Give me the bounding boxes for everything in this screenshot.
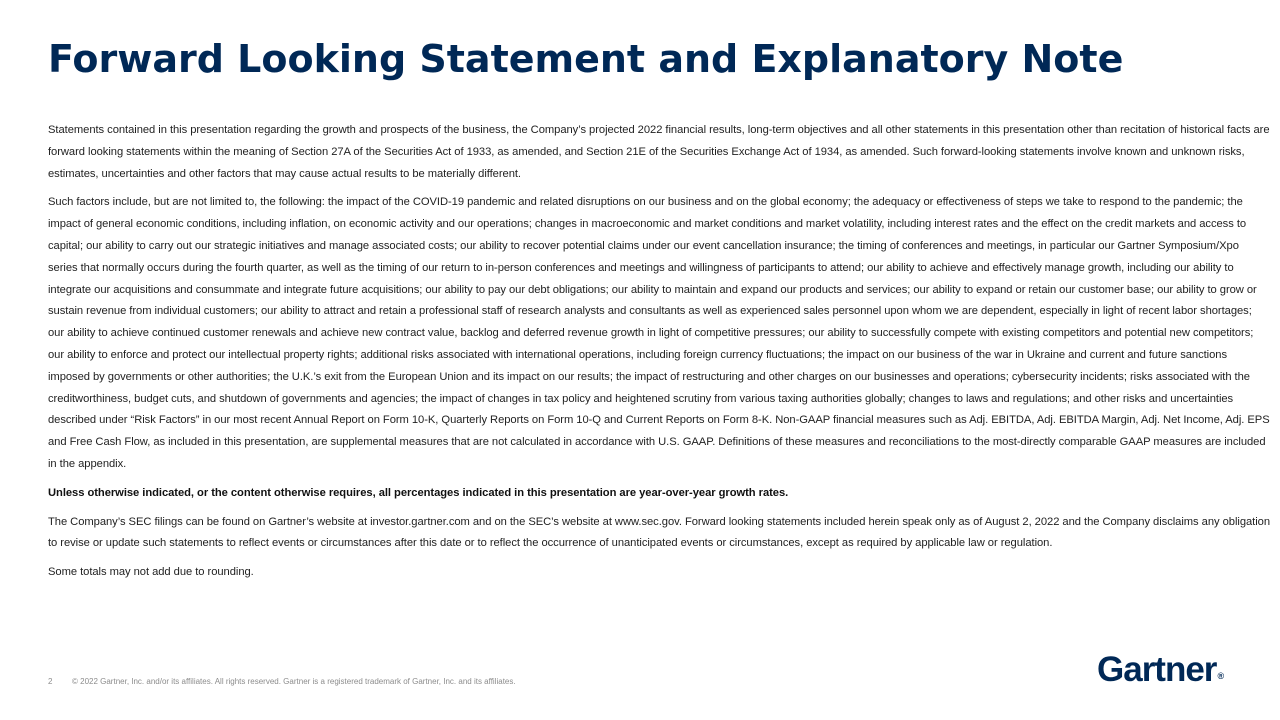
risk-factors-paragraph: Such factors include, but are not limited to, the following: the impact of the COVID-19 pandemic and related disruptions on our business and on the global economy; the adequacy or effectiveness of steps we take to respond to the pandemic; the impact of general economic conditions, including inflation, on economic activity and our operations; changes in macroeconomic and market conditions and market volatility, including interest rates and the effect on the credit markets and access to capital; our ability to carry out our strategic initiatives and manage associated costs; our ability to recover potential claims under our event cancellation insurance; the timing of conferences and meetings, in particular our Gartner Symposium/Xpo series that normally occurs during the fourth quarter, as well as the timing of our return to in-person conferences and meetings and willingness of participants to attend; our ability to achieve and effectively manage growth, including our ability to integrate our acquisitions and consummate and integrate future acquisitions; our ability to pay our debt obligations; our ability to maintain and expand our products and services; our ability to expand or retain our customer base; our ability to grow or sustain revenue from individual customers; our ability to attract and retain a professional staff of research analysts and consultants as well as experienced sales personnel upon whom we are dependent, especially in light of recent labor shortages; our ability to achieve continued customer renewals and achieve new contract value, backlog and deferred revenue growth in light of competitive pressures; our ability to successfully compete with existing competitors and potential new competitors; our ability to enforce and protect our intellectual property rights; additional risks associated with international operations, including foreign currency fluctuations; the impact on our business of the war in Ukraine and current and future sanctions imposed by governments or other authorities; the U.K.’s exit from the European Union and its impact on our results; the impact of restructuring and other charges on our businesses and operations; cybersecurity incidents; risks associated with the creditworthiness, budget cuts, and shutdown of governments and agencies; the impact of changes in tax policy and heightened scrutiny from various taxing authorities globally; changes to laws and regulations; and other risks and uncertainties described under “Risk Factors” in our most recent Annual Report on Form 10-K, Quarterly Reports on Form 10-Q and Current Reports on Form 8-K. Non-GAAP financial measures such as Adj. EBITDA, Adj. EBITDA Margin, Adj. Net Income, Adj. EPS and Free Cash Flow, as included in this presentation, are supplemental measures that are not calculated in accordance with U.S. GAAP. Definitions of these measures and reconciliations to the most-directly comparable GAAP measures are included in the appendix. [48,196,1270,470]
sec-filings-paragraph: The Company’s SEC filings can be found on Gartner’s website at investor.gartner.com and on the SEC’s website at www.sec.gov. Forward looking statements included herein speak only as of August 2, 2022 and the Company disclaims any obligation to revise or update such statements to reflect events or circumstances after this date or to reflect the occurrence of unanticipated events or circumstances, except as required by applicable law or regulation. [48,515,1271,550]
gartner-logo [1097,650,1224,696]
logo-wordmark: Gartner [1097,650,1217,689]
slide-title: Forward Looking Statement and Explanatory Note [48,37,1124,81]
forward-looking-paragraph: Statements contained in this presentation regarding the growth and prospects of the business, the Company’s projected 2022 financial results, long-term objectives and all other statements in this presentation other than recitation of historical facts are forward looking statements within the meaning of Section 27A of the Securities Act of 1933, as amended, and Section 21E of the Securities Exchange Act of 1934, as amended. Such forward-looking statements involve known and unknown risks, estimates, uncertainties and other factors that may cause actual results to be materially different. [48,124,1270,180]
footer [48,677,516,686]
copyright-notice: © 2022 Gartner, Inc. and/or its affiliates. All rights reserved. Gartner is a registered trademark of Gartner, Inc. and its affiliates. [72,677,516,686]
registered-mark: ® [1217,671,1225,681]
page-number: 2 [48,677,53,686]
percentages-note: Unless otherwise indicated, or the content otherwise requires, all percentages indicated in this presentation are year-over-year growth rates. [48,486,789,499]
rounding-note: Some totals may not add due to rounding. [48,566,254,579]
slide-body [48,120,1270,591]
